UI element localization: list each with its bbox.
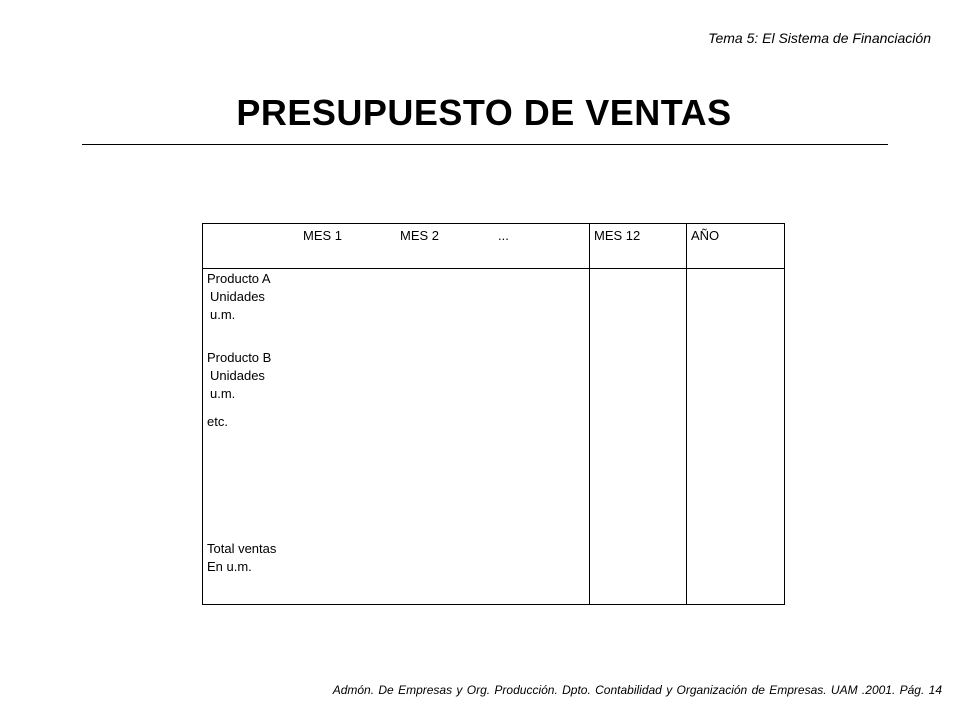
row-group-product-a bbox=[207, 270, 271, 324]
column-header-ano: AÑO bbox=[691, 228, 720, 243]
product-b-name: Producto B bbox=[207, 350, 272, 365]
etc-label: etc. bbox=[207, 414, 228, 429]
column-divider-mes12 bbox=[589, 224, 590, 604]
column-divider-ano bbox=[686, 224, 687, 604]
header-divider bbox=[203, 268, 784, 269]
title-divider bbox=[82, 144, 888, 145]
header-topic: Tema 5: El Sistema de Financiación bbox=[708, 30, 931, 46]
total-sales-um: En u.m. bbox=[207, 559, 252, 574]
footer-citation: Admón. De Empresas y Org. Producción. Dpto. Contabilidad y Organización de Empresas. UAM .2001. Pág. 14 bbox=[332, 683, 942, 697]
column-header-ellipsis: ... bbox=[498, 228, 509, 243]
column-header-mes1: MES 1 bbox=[303, 228, 343, 243]
row-group-product-b bbox=[207, 349, 271, 403]
product-a-um: u.m. bbox=[210, 307, 236, 322]
row-group-total bbox=[207, 540, 276, 576]
column-header-mes2: MES 2 bbox=[400, 228, 440, 243]
page-title: PRESUPUESTO DE VENTAS bbox=[236, 92, 732, 133]
product-b-units: Unidades bbox=[210, 368, 265, 383]
row-etc bbox=[207, 413, 228, 431]
product-b-um: u.m. bbox=[210, 386, 236, 401]
product-a-name: Producto A bbox=[207, 271, 271, 286]
total-sales-label: Total ventas bbox=[207, 541, 277, 556]
product-a-units: Unidades bbox=[210, 289, 265, 304]
sales-budget-table bbox=[202, 223, 785, 605]
column-header-mes12: MES 12 bbox=[594, 228, 641, 243]
